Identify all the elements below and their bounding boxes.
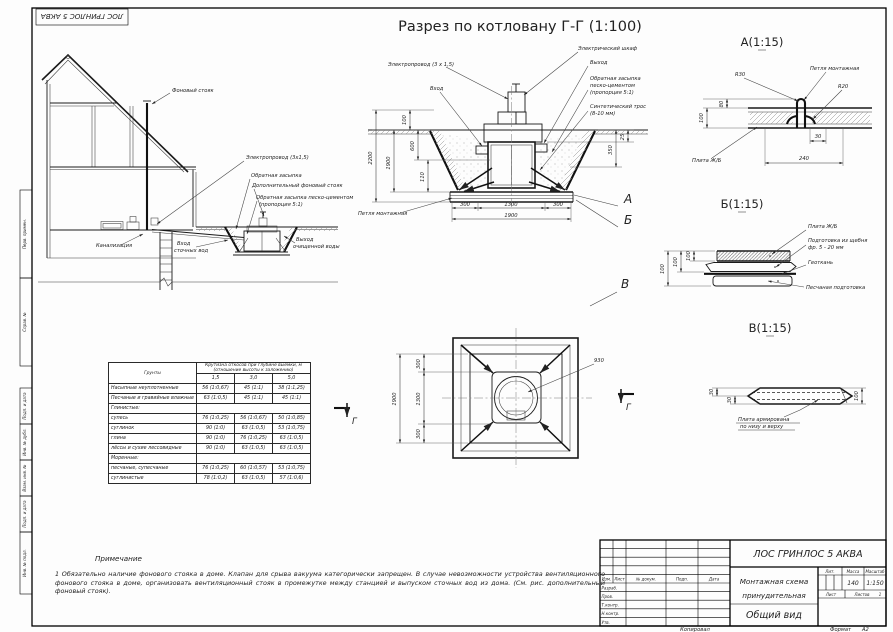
label-cement-backfill-1: Обратная засыпка песко-цементом xyxy=(256,195,354,201)
stamp-sheets-label: Листов xyxy=(854,592,870,597)
frame-field-sprav: Справ. № xyxy=(22,312,27,332)
soil-name: Насыпные неуплотненные xyxy=(109,384,197,394)
soil-name: глина xyxy=(109,434,197,444)
detail-b-sand-label: Песчаная подготовка xyxy=(806,285,866,291)
dim-1300: 1300 xyxy=(504,202,518,208)
detail-a-dim-240: 240 xyxy=(799,156,809,162)
corner-stamp-text: ЛОС ГРИНЛОС 5 АКВА xyxy=(40,12,124,21)
soil-name: суглинок xyxy=(109,424,197,434)
soil-value: 57 (1:0,6) xyxy=(273,474,311,484)
section-mark-g-right: Г xyxy=(626,403,631,413)
stamp-col-doc: № докум. xyxy=(636,576,656,582)
detail-v-dim-100: 100 xyxy=(854,391,860,401)
label-outlet-2: очищенной воды xyxy=(293,244,340,250)
stamp-doc-type-1: Монтажная схема xyxy=(739,577,809,586)
detail-v-dim-30a: 30 xyxy=(709,388,715,396)
table-header-slope-line1: Крутизна откосов при глубине выемки, м xyxy=(205,363,302,368)
soil-value: 60 (1:0,57) xyxy=(235,464,273,474)
frame-field-pd2: Подп. и дата xyxy=(22,500,27,528)
dim-350: 350 xyxy=(608,145,614,155)
stamp-format-value: А2 xyxy=(862,627,869,632)
table-header-slope xyxy=(197,363,311,374)
table-header-row xyxy=(109,363,311,374)
dim-1900-width: 1900 xyxy=(504,213,518,219)
label-sec-loop: Петля монтажная xyxy=(358,211,408,217)
detail-a-drawing xyxy=(692,35,872,166)
soil-value: 53 (1:0,75) xyxy=(273,424,311,434)
table-row xyxy=(109,384,311,394)
soil-value: 45 (1:1) xyxy=(235,394,273,404)
soil-value: 76 (1:0,25) xyxy=(235,434,273,444)
detail-b-dim-100b: 100 xyxy=(673,257,679,267)
detail-b-dim-100c: 100 xyxy=(660,264,666,274)
stamp-lit-label: Лит. xyxy=(825,569,835,574)
marker-a: А xyxy=(624,192,633,206)
detail-a-dim-80: 80 xyxy=(719,100,725,108)
label-sec-wire: Электропровод (3 х 1,5) xyxy=(388,62,455,68)
soil-value: 38 (1:1,25) xyxy=(273,384,311,394)
detail-b-prep-1: Подготовка из щебня xyxy=(808,238,868,244)
detail-a-dim-100: 100 xyxy=(699,113,705,123)
table-row xyxy=(109,444,311,454)
plan-dim-300-bottom: 300 xyxy=(416,429,422,439)
table-row xyxy=(109,434,311,444)
stamp-mass-value: 140 xyxy=(847,580,859,587)
stamp-scale-value: 1:150 xyxy=(866,580,884,587)
detail-a-loop-label: Петля монтажная xyxy=(810,66,860,72)
detail-a-slab-label: Плита Ж/Б xyxy=(692,158,722,164)
table-category-row xyxy=(109,404,311,414)
label-extra-vent-stack: Дополнительный фоновый стояк xyxy=(252,183,343,189)
label-outlet-1: Выход xyxy=(296,237,314,243)
detail-b-geo-label: Геоткань xyxy=(808,260,834,266)
soil-name: суглинистые xyxy=(109,474,197,484)
stamp-row-tkontr: Т.контр. xyxy=(601,602,619,608)
detail-v-label-1: Плита армирована xyxy=(738,417,790,423)
soil-value: 76 (1:0,25) xyxy=(197,464,235,474)
dim-600: 600 xyxy=(410,141,416,151)
frame-field-podl: Инв. № подл. xyxy=(22,549,27,577)
stamp-col-podp: Подп. xyxy=(675,576,689,582)
soil-category: Моренные: xyxy=(109,454,197,464)
stamp-sheets-value: 1 xyxy=(878,592,882,597)
stamp-sheet-label: Лист xyxy=(825,592,837,597)
detail-v-dim-30b: 30 xyxy=(727,396,733,404)
label-sewerage: Канализация xyxy=(96,243,133,249)
marker-v: В xyxy=(621,277,630,291)
detail-v-title: В(1:15) xyxy=(748,321,792,335)
detail-a-dim-30: 30 xyxy=(814,134,822,140)
dim-100-top: 100 xyxy=(402,115,408,125)
detail-b-dim-100a: 100 xyxy=(686,251,692,261)
dim-300-right: 300 xyxy=(553,202,563,208)
stamp-col-izm: Изм. xyxy=(601,576,612,582)
soil-value: 50 (1:0,85) xyxy=(273,414,311,424)
soil-category: Глинистые: xyxy=(109,404,197,414)
table-row xyxy=(109,424,311,434)
label-vent-stack: Фоновый стояк xyxy=(172,88,214,94)
frame-field-dub: Инв. № дубл. xyxy=(22,428,27,456)
table-row xyxy=(109,464,311,474)
soil-value: 90 (1:0) xyxy=(197,424,235,434)
label-sec-inlet: Вход xyxy=(430,86,444,92)
dim-110: 110 xyxy=(420,172,426,182)
label-inlet-1: Вход xyxy=(177,241,191,247)
frame-field-perv: Перв. примен. xyxy=(22,218,27,250)
soil-value: 90 (1:0) xyxy=(197,444,235,454)
label-house-backfill: Обратная засыпка xyxy=(251,173,302,179)
detail-a-r20: R20 xyxy=(838,84,849,90)
soil-value: 63 (1:0,5) xyxy=(235,474,273,484)
frame-field-vzam: Взам. инв. № xyxy=(22,464,27,492)
table-depth-3: 5,0 xyxy=(273,374,311,384)
soil-name: Песчаные и гравийные влажные xyxy=(109,394,197,404)
table-category-row xyxy=(109,454,311,464)
table-header-slope-line2: (отношение высоты к заложению) xyxy=(213,368,294,373)
stamp-copied-label: Копировал xyxy=(680,627,710,632)
frame-field-pd1: Подп. и дата xyxy=(22,392,27,420)
note-heading: Примечание xyxy=(95,554,142,563)
table-header-soil: Грунты xyxy=(109,363,197,384)
soil-value: 56 (1:0,67) xyxy=(197,384,235,394)
detail-b-slab-label: Плита Ж/Б xyxy=(808,224,838,230)
section-mark-g-left: Г xyxy=(352,417,357,427)
detail-v-label-2: по низу и верху xyxy=(740,424,784,430)
soil-value: 78 (1:0,2) xyxy=(197,474,235,484)
marker-b: Б xyxy=(624,213,633,227)
label-inlet-2: сточных вод xyxy=(174,248,209,254)
stamp-view: Общий вид xyxy=(746,610,802,621)
table-depth-1: 1,5 xyxy=(197,374,235,384)
stamp-row-prov: Пров. xyxy=(601,594,614,599)
soil-name: лёссы и сухие лессовидные xyxy=(109,444,197,454)
detail-a-r30: R30 xyxy=(735,72,746,78)
plan-dim-930: 930 xyxy=(594,358,604,364)
label-sec-cement-2: песко-цементом xyxy=(590,83,635,89)
dim-2200: 2200 xyxy=(368,151,374,165)
table-row xyxy=(109,414,311,424)
detail-b-prep-2: фр. 5 - 20 мм xyxy=(808,245,844,251)
soil-value: 76 (1:0,25) xyxy=(197,414,235,424)
label-cement-backfill-2: (пропорция 5:1) xyxy=(259,202,303,208)
plan-dim-300-top: 300 xyxy=(416,359,422,369)
house-drawing xyxy=(38,55,353,290)
stamp-row-razrab: Разраб. xyxy=(601,585,618,591)
soil-category-empty xyxy=(197,454,311,464)
stamp-row-utv: Утв. xyxy=(601,619,610,625)
plan-view-drawing xyxy=(334,277,634,468)
table-depth-2: 3,0 xyxy=(235,374,273,384)
table-row xyxy=(109,474,311,484)
stamp-format-label: Формат xyxy=(830,627,852,632)
stamp-row-nkontr: Н.контр. xyxy=(601,611,620,617)
stamp-scale-label: Масштаб xyxy=(865,569,885,574)
label-rope-1: Синтетический трос xyxy=(590,104,646,110)
label-sec-outlet: Выход xyxy=(590,60,608,66)
stamp-mass-label: Масса xyxy=(846,569,860,574)
page-title: Разрез по котловану Г-Г (1:100) xyxy=(398,19,642,35)
stamp-col-data: Дата xyxy=(708,576,720,582)
table-row xyxy=(109,394,311,404)
detail-b-drawing xyxy=(660,197,867,291)
plan-dim-1900: 1900 xyxy=(392,392,398,406)
detail-v-drawing xyxy=(709,321,866,430)
soil-value: 63 (1:0,5) xyxy=(235,424,273,434)
soil-value: 56 (1:0,67) xyxy=(235,414,273,424)
soil-value: 45 (1:1) xyxy=(273,394,311,404)
soil-value: 63 (1:0,5) xyxy=(273,434,311,444)
label-sec-cement-3: (пропорция 5:1) xyxy=(590,90,634,96)
soil-value: 63 (1:0,5) xyxy=(273,444,311,454)
dim-300-left: 300 xyxy=(460,202,470,208)
label-house-wire: Электропровод (3х1,5) xyxy=(246,155,309,161)
label-cabinet: Электрический шкаф xyxy=(578,46,638,52)
soil-value: 53 (1:0,75) xyxy=(273,464,311,474)
label-sec-cement-1: Обратная засыпка xyxy=(590,76,641,82)
dim-1900-depth: 1900 xyxy=(386,156,392,170)
label-rope-2: (8-10 мм) xyxy=(590,111,616,117)
detail-a-title: А(1:15) xyxy=(740,35,784,49)
soil-value: 63 (1:0,5) xyxy=(235,444,273,454)
soil-name: песчаные, супесчаные xyxy=(109,464,197,474)
soil-name: супесь xyxy=(109,414,197,424)
soil-category-empty xyxy=(197,404,311,414)
detail-b-title: Б(1:15) xyxy=(720,197,764,211)
note-text: 1 Обязательно наличие фонового стояка в доме. Клапан для срыва вакуума категорически запрещен. В случае невозможности устройства вентиляционного фонового стояка в доме, организовать вентиляционный стояк в промежутке между станцией и выпуском сточных вод из дома. (См. рис. дополнительный фоновый стояк). xyxy=(55,570,605,596)
soil-value: 90 (1:0) xyxy=(197,434,235,444)
soil-value: 45 (1:1) xyxy=(235,384,273,394)
title-block xyxy=(600,540,886,632)
stamp-doc-type-2: принудительная xyxy=(742,591,806,600)
dim-25: 25 xyxy=(620,133,626,141)
soil-slope-table xyxy=(108,362,311,484)
stamp-product: ЛОС ГРИНЛОС 5 АКВА xyxy=(753,549,863,560)
plan-dim-1300: 1300 xyxy=(416,392,422,406)
stamp-col-list: Лист xyxy=(614,576,625,582)
soil-value: 63 (1:0,5) xyxy=(197,394,235,404)
pit-section-drawing xyxy=(358,46,648,227)
